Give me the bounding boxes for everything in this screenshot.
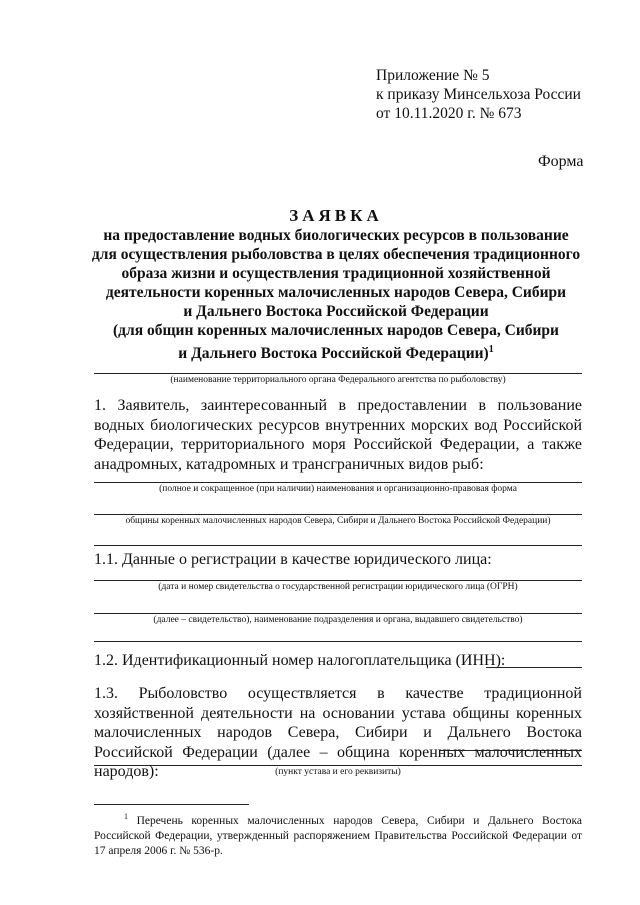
form-label: Форма [538, 153, 584, 170]
footnote-text: Перечень коренных малочисленных народов Севера, Сибири и Дальнего Востока Российской Федерации, утвержденный распоряжением Правительства Российской Федерации от 17 апреля 2006 г. № 536-р. [94, 814, 582, 857]
title-line: и Дальнего Востока Российской Федерации [183, 303, 489, 320]
charter-field[interactable] [94, 765, 582, 766]
footnote-separator [94, 804, 249, 805]
title-main: ЗАЯВКА [289, 206, 383, 225]
section-1-text [94, 396, 582, 474]
certificate-caption: (дата и номер свидетельства о государственной регистрации юридического лица (ОГРН) [158, 582, 518, 592]
footnote [94, 809, 582, 859]
section-1-extra-field[interactable] [94, 545, 582, 546]
title-line-last [90, 340, 582, 363]
inn-field[interactable] [486, 667, 582, 668]
section-1-2-text: 1.2. Идентификационный номер налогоплательщика (ИНН): [94, 652, 506, 669]
applicant-name-field[interactable] [94, 482, 582, 483]
order-reference: к приказу Минсельхоза России [376, 86, 581, 103]
territorial-organ-caption: (наименование территориального органа Федерального агентства по рыболовству) [170, 375, 506, 385]
title-line: (для общин коренных малочисленных народов Севера, Сибири [113, 322, 559, 339]
certificate-field[interactable] [94, 580, 582, 581]
charter-caption: (пункт устава и его реквизиты) [275, 767, 401, 777]
document-title [90, 206, 582, 363]
section-1-3-body: 1.3. Рыболовство осуществляется в качестве традиционной хозяйственной деятельности на основании устава общины коренных малочисленных народов Севера, Сибири и Дальнего Востока Российской Федерации (далее – община коренных малочисленных народов): [94, 685, 582, 780]
footnote-mark: 1 [124, 812, 128, 821]
community-name-field[interactable] [94, 514, 582, 515]
territorial-organ-field[interactable] [94, 373, 582, 374]
community-name-caption: общины коренных малочисленных народов Севера, Сибири и Дальнего Востока Российской Федерации) [125, 516, 551, 526]
title-line: для осуществления рыболовства в целях обеспечения традиционного [91, 246, 581, 263]
footnote-reference: 1 [488, 344, 494, 355]
title-line: на предоставление водных биологических ресурсов в пользование [103, 227, 569, 244]
title-line: образа жизни и осуществления традиционной хозяйственной [121, 265, 551, 282]
section-1-body: 1. Заявитель, заинтересованный в предоставлении в пользование водных биологических ресурсов внутренних морских вод Российской Федерации, территориального моря Российской Федерации, а также анадромных, катадромных и трансграничных видов рыб: [94, 397, 582, 473]
issuer-field[interactable] [94, 613, 582, 614]
title-line-text: и Дальнего Востока Российской Федерации) [178, 345, 489, 363]
section-1-1-text: 1.1. Данные о регистрации в качестве юридического лица: [94, 551, 492, 568]
section-1-1-extra-field[interactable] [94, 641, 582, 642]
community-definition-field[interactable] [440, 750, 582, 751]
order-date: от 10.11.2020 г. № 673 [376, 105, 522, 122]
title-line: деятельности коренных малочисленных народов Севера, Сибири [105, 284, 567, 301]
appendix-number: Приложение № 5 [376, 67, 490, 84]
applicant-name-caption: (полное и сокращенное (при наличии) наименования и организационно-правовая форма [159, 484, 517, 494]
issuer-caption: (далее – свидетельство), наименование подразделения и органа, выдавшего свидетельство) [153, 615, 523, 625]
